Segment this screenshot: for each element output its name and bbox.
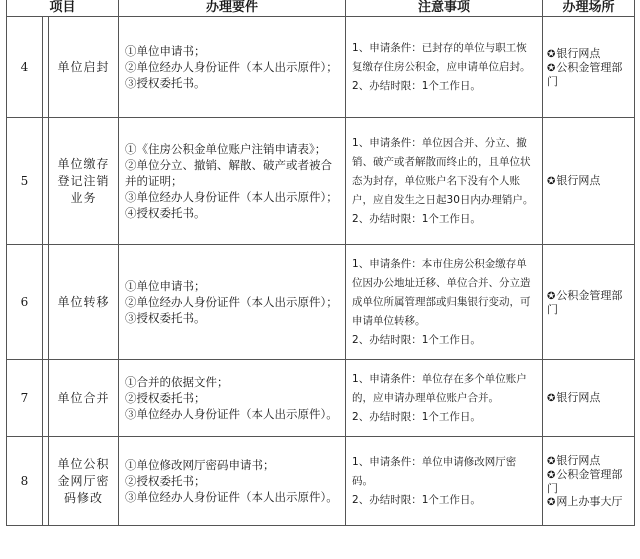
row-docs bbox=[119, 360, 346, 437]
header-notes: 注意事项 bbox=[346, 0, 543, 17]
place-line bbox=[547, 391, 630, 405]
table-row bbox=[7, 17, 635, 118]
doc-line: ③授权委托书。 bbox=[125, 76, 206, 90]
note-line: 1、申请条件：单位存在多个单位账户的，应申请办理单位账户合并。 bbox=[352, 372, 527, 404]
place-line bbox=[547, 289, 630, 316]
header-docs: 办理要件 bbox=[119, 0, 346, 17]
row-notes bbox=[346, 360, 543, 437]
doc-line: ②单位分立、撤销、解散、破产或者被合并的证明； bbox=[125, 158, 333, 188]
row-places bbox=[543, 437, 635, 526]
doc-line: ③单位经办人身份证件（本人出示原件）。 bbox=[125, 407, 338, 421]
header-item: 项目 bbox=[7, 0, 119, 17]
header-place: 办理场所 bbox=[543, 0, 635, 17]
doc-line: ③单位经办人身份证件（本人出示原件）； bbox=[125, 190, 338, 204]
note-line: 1、申请条件：本市住房公积金缴存单位因办公地址迁移、单位合并、分立造成单位所属管理部或归集银行变动，可申请单位转移。 bbox=[352, 257, 531, 327]
star-icon: ✪ bbox=[547, 393, 556, 404]
star-icon: ✪ bbox=[547, 176, 556, 187]
doc-line: ②授权委托书； bbox=[125, 391, 206, 405]
place-text: 网上办事大厅 bbox=[556, 494, 623, 508]
place-text: 公积金管理部门 bbox=[547, 288, 623, 316]
place-text: 银行网点 bbox=[556, 453, 601, 467]
star-icon: ✪ bbox=[547, 62, 556, 74]
doc-line: ②授权委托书； bbox=[125, 474, 206, 488]
row-item: 单位合并 bbox=[49, 360, 119, 437]
star-icon: ✪ bbox=[547, 496, 556, 508]
row-places bbox=[543, 118, 635, 245]
row-number: 4 bbox=[7, 17, 43, 118]
table-row bbox=[7, 360, 635, 437]
place-line bbox=[547, 495, 630, 509]
star-icon: ✪ bbox=[547, 455, 556, 467]
row-docs bbox=[119, 118, 346, 245]
table-row bbox=[7, 118, 635, 245]
table-row bbox=[7, 245, 635, 360]
doc-line: ①合并的依据文件； bbox=[125, 375, 229, 389]
doc-line: ①单位申请书； bbox=[125, 44, 206, 58]
row-notes bbox=[346, 437, 543, 526]
place-line bbox=[547, 174, 630, 188]
note-line: 1、申请条件：单位申请修改网厅密码。 bbox=[352, 455, 517, 487]
row-notes bbox=[346, 17, 543, 118]
note-line: 2、办结时限：1个工作日。 bbox=[352, 493, 481, 506]
star-icon: ✪ bbox=[547, 290, 556, 302]
note-line: 2、办结时限：1个工作日。 bbox=[352, 79, 481, 92]
row-places bbox=[543, 360, 635, 437]
place-text: 公积金管理部门 bbox=[547, 467, 623, 495]
place-line bbox=[547, 468, 630, 495]
table-row bbox=[7, 437, 635, 526]
row-notes bbox=[346, 118, 543, 245]
star-icon: ✪ bbox=[547, 469, 556, 481]
place-line bbox=[547, 47, 630, 61]
row-item: 单位转移 bbox=[49, 245, 119, 360]
note-line: 2、办结时限：1个工作日。 bbox=[352, 333, 481, 346]
place-text: 公积金管理部门 bbox=[547, 60, 623, 88]
note-line: 1、申请条件：单位因合并、分立、撤销、破产或者解散而终止的，且单位状态为封存，单位账户名下没有个人账户，应自发生之日起30日内办理销户。 bbox=[352, 136, 534, 206]
star-icon: ✪ bbox=[547, 48, 556, 60]
row-docs bbox=[119, 17, 346, 118]
note-line: 2、办结时限：1个工作日。 bbox=[352, 212, 481, 225]
place-line bbox=[547, 454, 630, 468]
doc-line: ②单位经办人身份证件（本人出示原件）； bbox=[125, 60, 338, 74]
doc-line: ③授权委托书。 bbox=[125, 311, 206, 325]
place-text: 银行网点 bbox=[556, 174, 601, 187]
place-text: 银行网点 bbox=[556, 46, 601, 60]
row-number: 7 bbox=[7, 360, 43, 437]
row-item: 单位启封 bbox=[49, 17, 119, 118]
doc-line: ②单位经办人身份证件（本人出示原件）； bbox=[125, 295, 338, 309]
doc-line: ③单位经办人身份证件（本人出示原件）。 bbox=[125, 490, 338, 504]
row-docs bbox=[119, 245, 346, 360]
row-notes bbox=[346, 245, 543, 360]
doc-line: ①单位修改网厅密码申请书； bbox=[125, 458, 275, 472]
row-number: 5 bbox=[7, 118, 43, 245]
doc-line: ①《住房公积金单位账户注销申请表》； bbox=[125, 142, 327, 156]
row-item: 单位公积金网厅密码修改 bbox=[49, 437, 119, 526]
row-item: 单位缴存登记注销业务 bbox=[49, 118, 119, 245]
row-docs bbox=[119, 437, 346, 526]
note-line: 2、办结时限：1个工作日。 bbox=[352, 410, 481, 423]
row-number: 6 bbox=[7, 245, 43, 360]
row-places bbox=[543, 245, 635, 360]
table-header-row bbox=[7, 0, 635, 17]
doc-line: ①单位申请书； bbox=[125, 279, 206, 293]
note-line: 1、申请条件：已封存的单位与职工恢复缴存住房公积金，应申请单位启封。 bbox=[352, 41, 531, 73]
service-table bbox=[6, 0, 635, 526]
row-number: 8 bbox=[7, 437, 43, 526]
place-line bbox=[547, 61, 630, 88]
row-places bbox=[543, 17, 635, 118]
doc-line: ④授权委托书。 bbox=[125, 206, 206, 220]
place-text: 银行网点 bbox=[556, 391, 601, 404]
